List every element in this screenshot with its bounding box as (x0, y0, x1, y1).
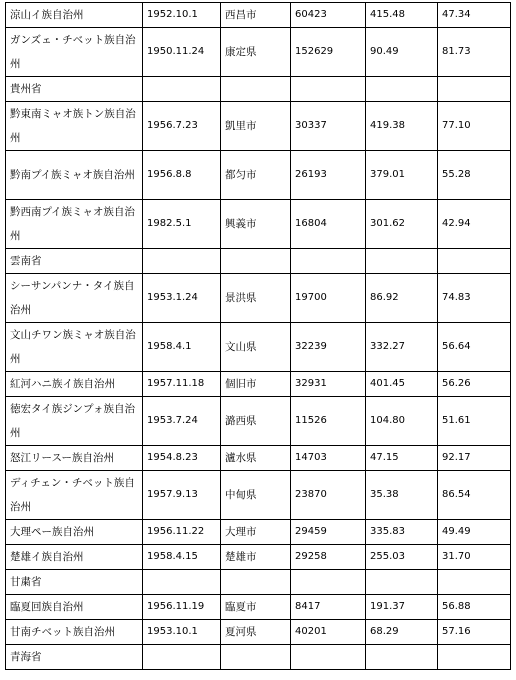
established-date-cell: 1956.11.19 (143, 595, 221, 620)
area-cell: 255.03 (366, 545, 438, 570)
area-cell: 335.83 (366, 520, 438, 545)
prefecture-name-cell: 文山チワン族ミャオ族自治州 (6, 323, 143, 372)
established-date-cell: 1956.11.22 (143, 520, 221, 545)
prefecture-name-cell: 大理ペー族自治州 (6, 520, 143, 545)
established-date-cell: 1953.7.24 (143, 397, 221, 446)
share-cell (438, 77, 511, 102)
population-cell (291, 249, 366, 274)
population-cell: 40201 (291, 620, 366, 645)
table-row (6, 471, 511, 520)
prefecture-name-cell: シーサンパンナ・タイ族自治州 (6, 274, 143, 323)
established-date-cell: 1950.11.24 (143, 28, 221, 77)
area-cell: 86.92 (366, 274, 438, 323)
table-row (6, 620, 511, 645)
area-cell: 379.01 (366, 151, 438, 200)
area-cell (366, 249, 438, 274)
prefecture-name-cell: ガンズェ・チベット族自治州 (6, 28, 143, 77)
table-row (6, 446, 511, 471)
population-cell: 29459 (291, 520, 366, 545)
table-row (6, 323, 511, 372)
prefecture-name-cell: 臨夏回族自治州 (6, 595, 143, 620)
table-body (6, 3, 511, 670)
population-cell: 152629 (291, 28, 366, 77)
share-cell (438, 645, 511, 670)
prefecture-name-cell: 黔西南プイ族ミャオ族自治州 (6, 200, 143, 249)
share-cell: 56.26 (438, 372, 511, 397)
population-cell: 19700 (291, 274, 366, 323)
area-cell: 415.48 (366, 3, 438, 28)
table-row (6, 200, 511, 249)
established-date-cell (143, 570, 221, 595)
prefecture-name-cell: ディチェン・チベット族自治州 (6, 471, 143, 520)
prefecture-name-cell: 楚雄イ族自治州 (6, 545, 143, 570)
share-cell: 56.88 (438, 595, 511, 620)
seat-cell: 景洪県 (221, 274, 291, 323)
share-cell (438, 570, 511, 595)
established-date-cell: 1958.4.15 (143, 545, 221, 570)
area-cell: 35.38 (366, 471, 438, 520)
area-cell: 104.80 (366, 397, 438, 446)
area-cell: 301.62 (366, 200, 438, 249)
area-cell (366, 77, 438, 102)
share-cell: 57.16 (438, 620, 511, 645)
seat-cell: 潞西県 (221, 397, 291, 446)
province-name-cell: 雲南省 (6, 249, 143, 274)
share-cell (438, 249, 511, 274)
share-cell: 56.64 (438, 323, 511, 372)
established-date-cell (143, 77, 221, 102)
share-cell: 74.83 (438, 274, 511, 323)
established-date-cell (143, 249, 221, 274)
autonomous-prefecture-table (5, 2, 511, 670)
prefecture-name-cell: 黔南プイ族ミャオ族自治州 (6, 151, 143, 200)
seat-cell: 個旧市 (221, 372, 291, 397)
seat-cell (221, 645, 291, 670)
established-date-cell: 1952.10.1 (143, 3, 221, 28)
seat-cell: 瀘水県 (221, 446, 291, 471)
population-cell (291, 77, 366, 102)
table-row (6, 397, 511, 446)
area-cell: 90.49 (366, 28, 438, 77)
seat-cell: 夏河県 (221, 620, 291, 645)
share-cell: 51.61 (438, 397, 511, 446)
population-cell: 11526 (291, 397, 366, 446)
population-cell: 23870 (291, 471, 366, 520)
table-row (6, 151, 511, 200)
table-row (6, 520, 511, 545)
prefecture-name-cell: 甘南チベット族自治州 (6, 620, 143, 645)
population-cell: 30337 (291, 102, 366, 151)
prefecture-name-cell: 紅河ハニ族イ族自治州 (6, 372, 143, 397)
seat-cell: 中甸県 (221, 471, 291, 520)
population-cell (291, 570, 366, 595)
established-date-cell: 1956.8.8 (143, 151, 221, 200)
province-name-cell: 甘粛省 (6, 570, 143, 595)
established-date-cell: 1958.4.1 (143, 323, 221, 372)
seat-cell: 凱里市 (221, 102, 291, 151)
population-cell: 26193 (291, 151, 366, 200)
share-cell: 92.17 (438, 446, 511, 471)
share-cell: 77.10 (438, 102, 511, 151)
seat-cell: 興義市 (221, 200, 291, 249)
table-row (6, 28, 511, 77)
share-cell: 31.70 (438, 545, 511, 570)
table-row (6, 102, 511, 151)
area-cell: 401.45 (366, 372, 438, 397)
share-cell: 86.54 (438, 471, 511, 520)
table-row (6, 274, 511, 323)
province-name-cell: 青海省 (6, 645, 143, 670)
province-row (6, 77, 511, 102)
share-cell: 49.49 (438, 520, 511, 545)
prefecture-name-cell: 涼山イ族自治州 (6, 3, 143, 28)
population-cell: 60423 (291, 3, 366, 28)
seat-cell (221, 570, 291, 595)
seat-cell: 臨夏市 (221, 595, 291, 620)
area-cell (366, 645, 438, 670)
province-name-cell: 貴州省 (6, 77, 143, 102)
population-cell: 29258 (291, 545, 366, 570)
seat-cell: 大理市 (221, 520, 291, 545)
area-cell: 419.38 (366, 102, 438, 151)
table-row (6, 372, 511, 397)
province-row (6, 570, 511, 595)
share-cell: 55.28 (438, 151, 511, 200)
established-date-cell: 1957.11.18 (143, 372, 221, 397)
established-date-cell: 1982.5.1 (143, 200, 221, 249)
area-cell: 68.29 (366, 620, 438, 645)
established-date-cell: 1957.9.13 (143, 471, 221, 520)
population-cell: 14703 (291, 446, 366, 471)
seat-cell: 康定県 (221, 28, 291, 77)
table-row (6, 3, 511, 28)
seat-cell: 楚雄市 (221, 545, 291, 570)
area-cell: 47.15 (366, 446, 438, 471)
seat-cell (221, 249, 291, 274)
area-cell: 332.27 (366, 323, 438, 372)
established-date-cell: 1954.8.23 (143, 446, 221, 471)
population-cell: 16804 (291, 200, 366, 249)
share-cell: 47.34 (438, 3, 511, 28)
province-row (6, 249, 511, 274)
established-date-cell (143, 645, 221, 670)
share-cell: 42.94 (438, 200, 511, 249)
seat-cell: 西昌市 (221, 3, 291, 28)
seat-cell: 都匀市 (221, 151, 291, 200)
seat-cell: 文山県 (221, 323, 291, 372)
population-cell (291, 645, 366, 670)
area-cell (366, 570, 438, 595)
table-row (6, 595, 511, 620)
established-date-cell: 1953.1.24 (143, 274, 221, 323)
share-cell: 81.73 (438, 28, 511, 77)
table-row (6, 545, 511, 570)
province-row (6, 645, 511, 670)
prefecture-name-cell: 怒江リースー族自治州 (6, 446, 143, 471)
population-cell: 32239 (291, 323, 366, 372)
population-cell: 32931 (291, 372, 366, 397)
established-date-cell: 1956.7.23 (143, 102, 221, 151)
area-cell: 191.37 (366, 595, 438, 620)
prefecture-name-cell: 徳宏タイ族ジンプォ族自治州 (6, 397, 143, 446)
population-cell: 8417 (291, 595, 366, 620)
prefecture-name-cell: 黔東南ミャオ族トン族自治州 (6, 102, 143, 151)
established-date-cell: 1953.10.1 (143, 620, 221, 645)
seat-cell (221, 77, 291, 102)
